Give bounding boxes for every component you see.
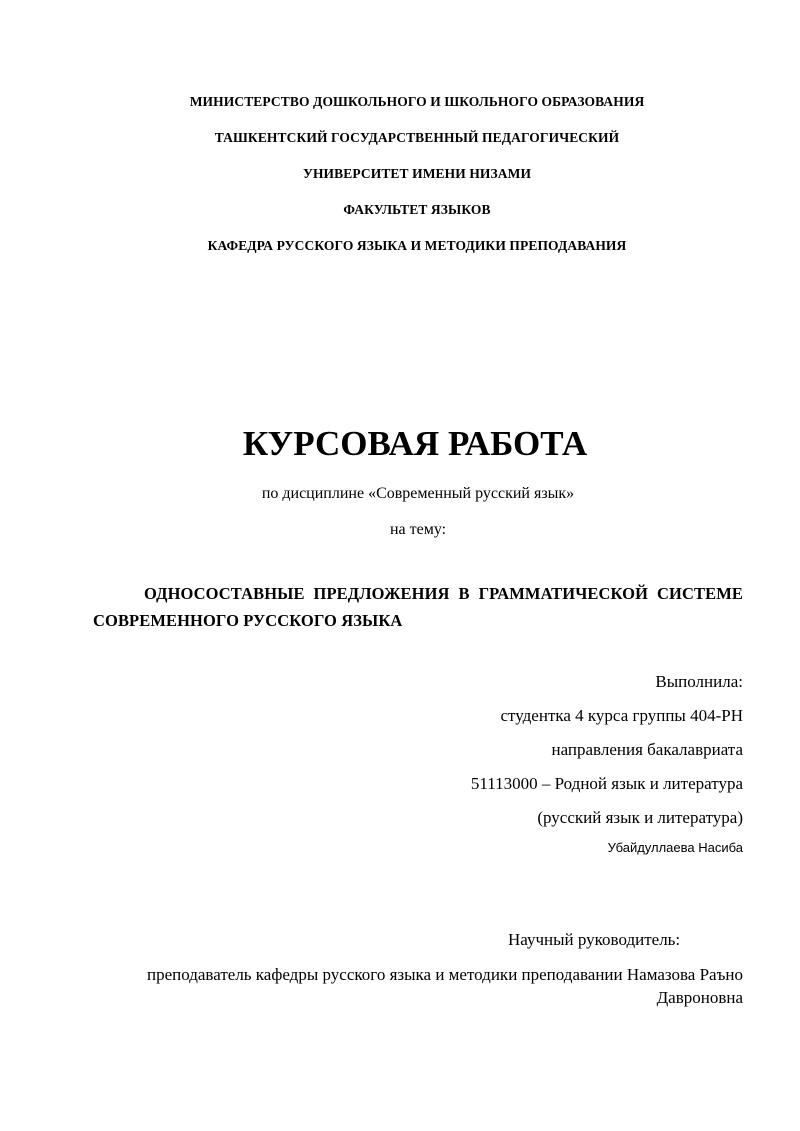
author-specialty-detail: (русский язык и литература) <box>537 808 743 827</box>
university-line-1: ТАШКЕНТСКИЙ ГОСУДАРСТВЕННЫЙ ПЕДАГОГИЧЕСКИЙ <box>214 130 620 145</box>
topic-label: на тему: <box>389 521 447 538</box>
author-direction-line: направления бакалавриата <box>551 740 743 759</box>
document-title: КУРСОВАЯ РАБОТА <box>242 424 588 463</box>
discipline-line: по дисциплине «Современный русский язык» <box>261 485 575 502</box>
supervisor-label: Научный руководитель: <box>508 930 681 949</box>
ministry-line: МИНИСТЕРСТВО ДОШКОЛЬНОГО И ШКОЛЬНОГО ОБРАЗОВАНИЯ <box>189 94 645 109</box>
topic-text: ОДНОСОСТАВНЫЕ ПРЕДЛОЖЕНИЯ В ГРАММАТИЧЕСКОЙ СИСТЕМЕ СОВРЕМЕННОГО РУССКОГО ЯЗЫКА <box>93 584 743 630</box>
university-line-2: УНИВЕРСИТЕТ ИМЕНИ НИЗАМИ <box>302 166 532 181</box>
author-name: Убайдуллаева Насиба <box>607 840 743 855</box>
department-line: КАФЕДРА РУССКОГО ЯЗЫКА И МЕТОДИКИ ПРЕПОДАВАНИЯ <box>207 238 627 253</box>
author-label: Выполнила: <box>655 672 743 691</box>
author-course-line: студентка 4 курса группы 404-РН <box>500 706 743 725</box>
author-specialty-line: 51113000 – Родной язык и литература <box>470 774 743 793</box>
faculty-line: ФАКУЛЬТЕТ ЯЗЫКОВ <box>343 202 491 217</box>
supervisor-text: преподаватель кафедры русского языка и методики преподавании Намазова Раъно Давроновна <box>146 965 743 1007</box>
